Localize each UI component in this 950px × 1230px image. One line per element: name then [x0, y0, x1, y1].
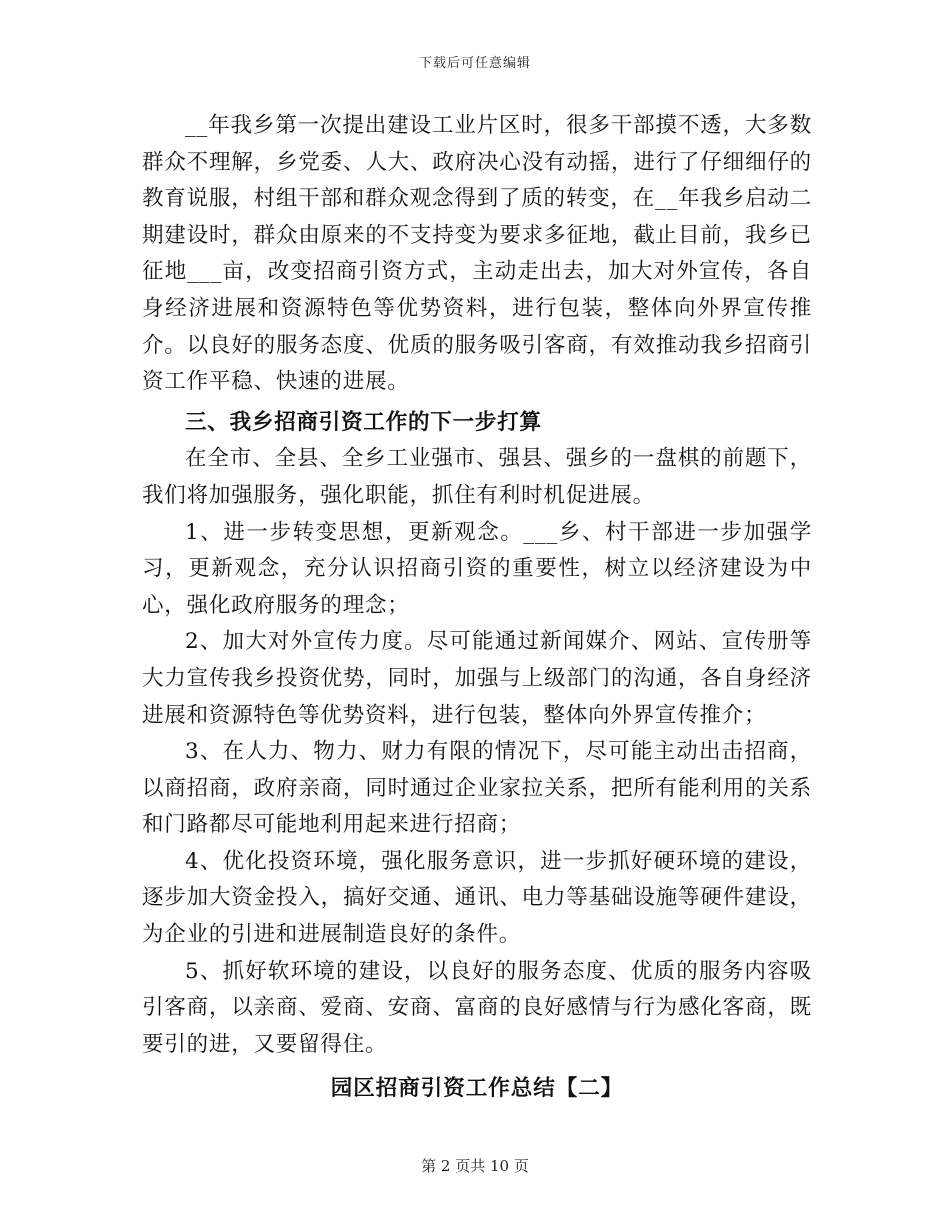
list-item: 5、抓好软环境的建设，以良好的服务态度、优质的服务内容吸引客商，以亲商、爱商、安商、富商的良好感情与行为感化客商，既要引的进，又要留得住。 [142, 958, 812, 1057]
document-body [142, 108, 812, 1108]
page-header: 下载后可任意编辑 [418, 56, 531, 71]
page-footer: 第 2 页共 10 页 [421, 1157, 529, 1175]
next-section-title: 园区招商引资工作总结【二】 [330, 1076, 624, 1102]
section-intro-paragraph: 在全市、全县、全乡工业强市、强县、强乡的一盘棋的前题下，我们将加强服务，强化职能，抓住有利时机促进展。 [142, 446, 812, 508]
list-item: 3、在人力、物力、财力有限的情况下，尽可能主动出击招商，以商招商，政府亲商，同时通过企业家拉关系，把所有能利用的关系和门路都尽可能地利用起来进行招商； [142, 739, 812, 838]
list-item: 2、加大对外宣传力度。尽可能通过新闻媒介、网站、宣传册等大力宣传我乡投资优势，同时，加强与上级部门的沟通，各自身经济进展和资源特色等优势资料，进行包装，整体向外界宣传推介； [142, 629, 812, 728]
section-heading: 三、我乡招商引资工作的下一步打算 [185, 409, 542, 435]
list-item: 1、进一步转变思想，更新观念。___乡、村干部进一步加强学习，更新观念，充分认识招商引资的重要性，树立以经济建设为中心，强化政府服务的理念； [142, 519, 812, 618]
body-paragraph: __年我乡第一次提出建设工业片区时，很多干部摸不透，大多数群众不理解，乡党委、人大、政府决心没有动摇，进行了仔细细仔的教育说服，村组干部和群众观念得到了质的转变，在__年我乡启动二期建设时，群众由原来的不支持变为要求多征地，截止目前，我乡已征地___亩，改变招商引资方式，主动走出去，加大对外宣传，各自身经济进展和资源特色等优势资料，进行包装，整体向外界宣传推介。以良好的服务态度、优质的服务吸引客商，有效推动我乡招商引资工作平稳、快速的进展。 [142, 113, 812, 395]
list-item: 4、优化投资环境，强化服务意识，进一步抓好硬环境的建设，逐步加大资金投入，搞好交通、通讯、电力等基础设施等硬件建设，为企业的引进和进展制造良好的条件。 [142, 848, 812, 948]
